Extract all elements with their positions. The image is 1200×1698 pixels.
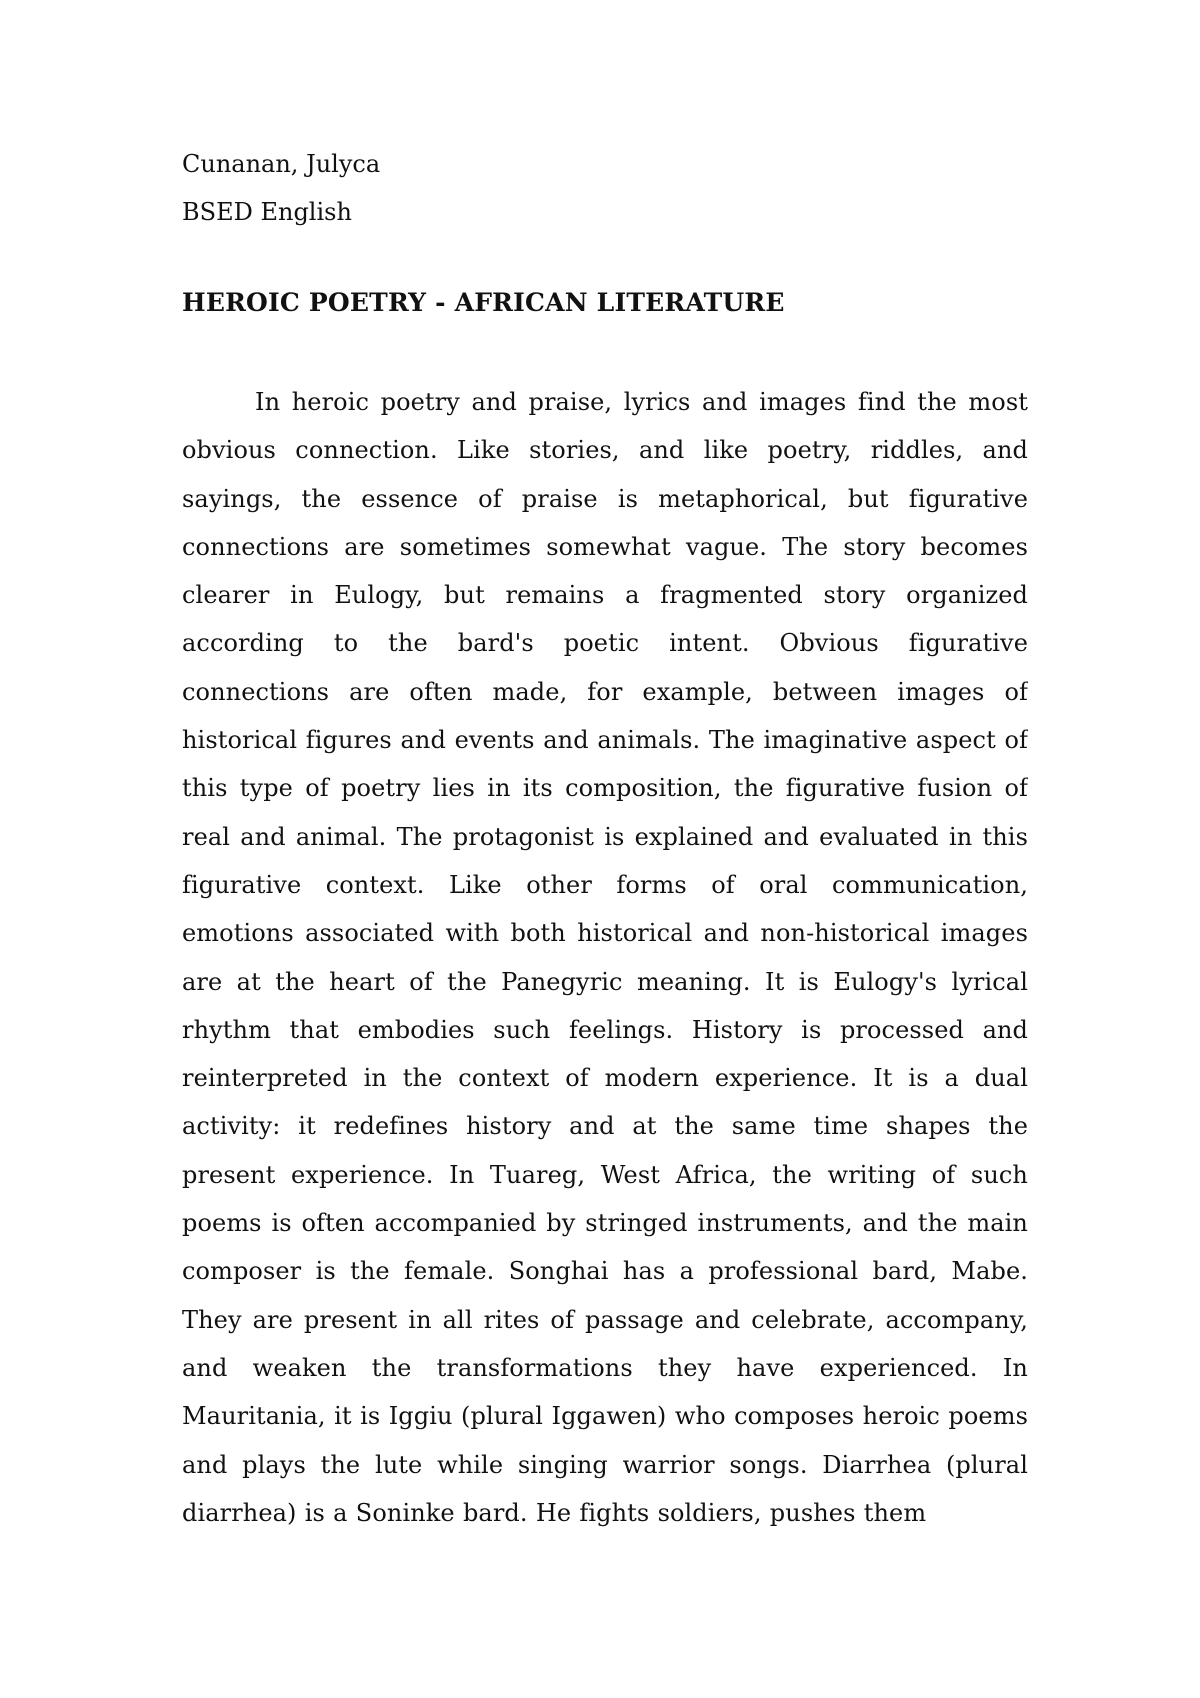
author-block <box>182 144 380 240</box>
page-content <box>182 0 1028 1698</box>
author-name: Cunanan, Julyca <box>182 150 381 178</box>
program-name: BSED English <box>182 198 352 226</box>
document-title: HEROIC POETRY - AFRICAN LITERATURE <box>182 288 785 317</box>
body-paragraph: In heroic poetry and praise, lyrics and images find the most obvious connection. Like stories, and like poetry, riddles, and sayings, the essence of praise is metaphorical, but figurative connections are sometimes somewhat vague. The story becomes clearer in Eulogy, but remains a fragmented story organized according to the bard's poetic intent. Obvious figurative connections are often made, for example, between images of historical figures and events and animals. The imaginative aspect of this type of poetry lies in its composition, the figurative fusion of real and animal. The protagonist is explained and evaluated in this figurative context. Like other forms of oral communication, emotions associated with both historical and non-historical images are at the heart of the Panegyric meaning. It is Eulogy's lyrical rhythm that embodies such feelings. History is processed and reinterpreted in the context of modern experience. It is a dual activity: it redefines history and at the same time shapes the present experience. In Tuareg, West Africa, the writing of such poems is often accompanied by stringed instruments, and the main composer is the female. Songhai has a professional bard, Mabe. They are present in all rites of passage and celebrate, accompany, and weaken the transformations they have experienced. In Mauritania, it is Iggiu (plural Iggawen) who composes heroic poems and plays the lute while singing warrior songs. Diarrhea (plural diarrhea) is a Soninke bard. He fights soldiers, pushes them <box>182 388 1028 1527</box>
